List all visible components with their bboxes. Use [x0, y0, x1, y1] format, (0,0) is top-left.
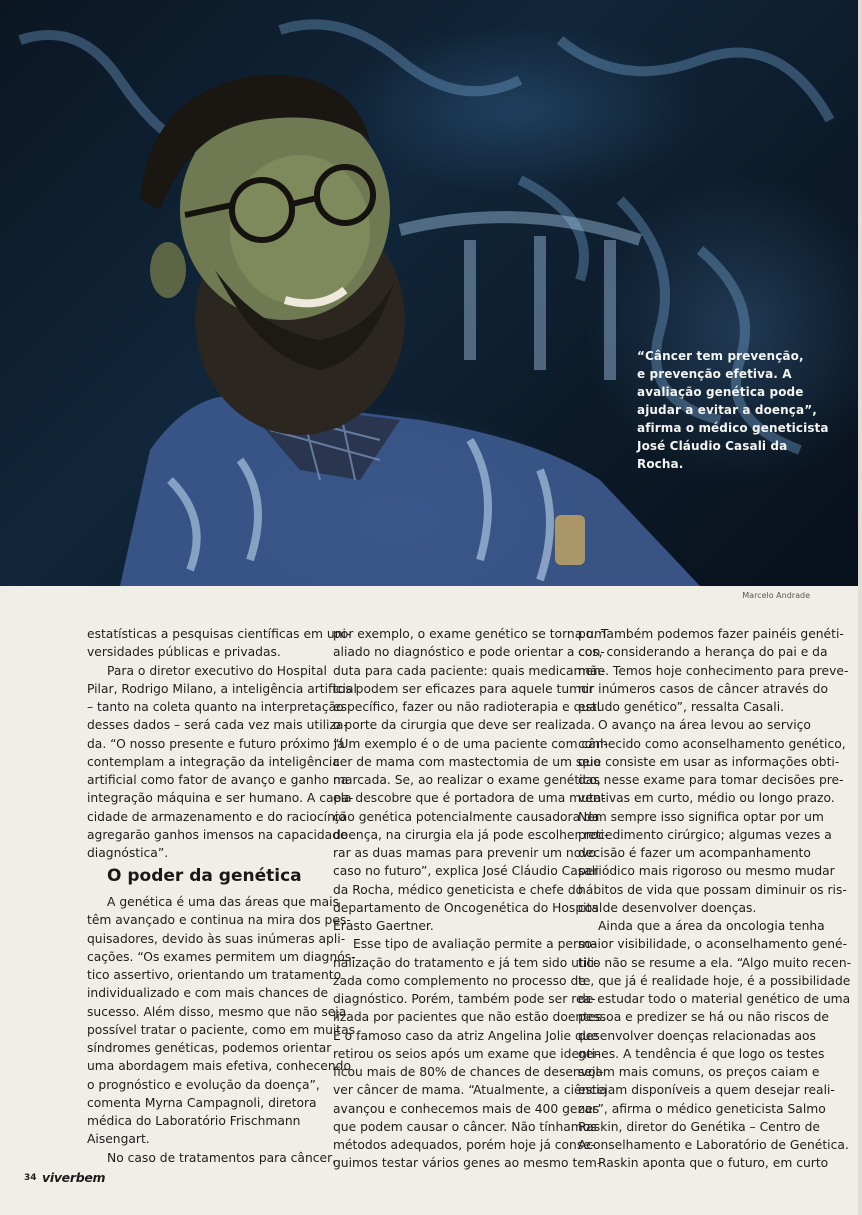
magazine-brand-logo: viverbem: [42, 1170, 106, 1185]
text-line: métodos adequados, porém hoje já conse-: [333, 1138, 596, 1152]
text-line: desenvolver doenças relacionadas aos: [578, 1028, 816, 1043]
text-line: sejam mais comuns, os preços caiam e: [578, 1065, 820, 1079]
text-line: zada como complemento no processo de: [333, 973, 586, 988]
text-line: Erasto Gaertner.: [333, 919, 434, 933]
portrait-photo: [0, 0, 858, 586]
text-line: diagnóstico. Porém, também pode ser rea-: [333, 992, 596, 1006]
text-line: Para o diretor executivo do Hospital: [107, 663, 327, 678]
text-line: específico, fazer ou não radioterapia e qual: [333, 700, 601, 714]
text-line: Nem sempre isso significa optar por um: [578, 809, 824, 824]
text-line: conhecido como aconselhamento genético,: [578, 736, 846, 751]
text-line: rar as duas mamas para prevenir um novo: [333, 846, 597, 860]
text-line: artificial como fator de avanço e ganho na: [87, 773, 349, 787]
text-line: diagnóstica”.: [87, 846, 169, 860]
caption-line: afirma o médico geneticista: [637, 421, 829, 435]
text-line: integração máquina e ser humano. A capa-: [87, 791, 354, 806]
text-line: cidade de armazenamento e do raciocínio: [87, 809, 346, 824]
text-line: periódico mais rigoroso ou mesmo mudar: [578, 864, 835, 879]
text-line: individualizado e com mais chances de: [87, 986, 329, 1001]
photo-illustration: [0, 0, 858, 586]
text-line: das nesse exame para tomar decisões pre-: [578, 773, 844, 787]
text-line: nalização do tratamento e já tem sido utili-: [333, 955, 599, 970]
text-line: ficou mais de 80% de chances de desenvol-: [333, 1065, 604, 1079]
text-line: quisadores, devido às suas inúmeras apli-: [87, 931, 346, 946]
text-line: No caso de tratamentos para câncer,: [107, 1150, 337, 1165]
text-line: cos de desenvolver doenças.: [578, 900, 757, 915]
text-line: retirou os seios após um exame que identi-: [333, 1046, 600, 1061]
text-line: nir inúmeros casos de câncer através do: [578, 681, 828, 696]
text-line: por exemplo, o exame genético se torna um: [333, 627, 606, 641]
text-line: lizada por pacientes que não estão doentes.: [333, 1010, 606, 1025]
text-line: procedimento cirúrgico; algumas vezes a: [578, 827, 832, 842]
text-line: mãe. Temos hoje conhecimento para preve-: [578, 663, 849, 678]
text-line: doença, na cirurgia ela já pode escolher reti-: [333, 827, 609, 842]
text-line: contemplam a integração da inteligência: [87, 754, 340, 769]
text-line: “Um exemplo é o de uma paciente com cân-: [333, 736, 608, 751]
text-line: Esse tipo de avaliação permite a perso-: [353, 937, 597, 952]
text-line: uma abordagem mais efetiva, conhecendo: [87, 1059, 351, 1074]
text-line: ção genética potencialmente causadora da: [333, 809, 600, 824]
text-line: Aconselhamento e Laboratório de Genética.: [578, 1138, 849, 1152]
text-line: O avanço na área levou ao serviço: [598, 718, 811, 733]
text-line: cer de mama com mastectomia de um seio: [333, 754, 601, 769]
text-line: que podem causar o câncer. Não tínhamos: [333, 1119, 597, 1134]
text-line: É o famoso caso da atriz Angelina Jolie que: [333, 1028, 599, 1043]
text-line: estudo genético”, ressalta Casali.: [578, 700, 785, 714]
text-line: Raskin, diretor do Genétika – Centro de: [578, 1119, 820, 1134]
text-line: comenta Myrna Campagnoli, diretora: [87, 1095, 317, 1110]
text-line: de estudar todo o material genético de uma: [578, 992, 851, 1006]
text-line: cações. “Os exames permitem um diagnós-: [87, 949, 356, 964]
text-line: o porte da cirurgia que deve ser realizada.: [333, 718, 595, 733]
text-line: – tanto na coleta quanto na interpretação: [87, 700, 344, 714]
text-line: tico não se resume a ela. “Algo muito recen-: [578, 955, 852, 970]
article-column-1: [87, 625, 357, 862]
text-line: cos, considerando a herança do pai e da: [578, 645, 828, 660]
text-line: avançou e conhecemos mais de 400 genes: [333, 1101, 600, 1116]
section-heading: O poder da genética: [107, 866, 302, 886]
page-edge: [858, 0, 862, 1215]
text-line: da. “O nosso presente e futuro próximo já: [87, 736, 345, 751]
article-column-3: [578, 625, 852, 1173]
article-column-2: [333, 625, 609, 1173]
text-line: Ainda que a área da oncologia tenha: [598, 919, 825, 933]
text-line: hábitos de vida que possam diminuir os ris-: [578, 882, 847, 897]
text-line: te, que já é realidade hoje, é a possibilidade: [578, 973, 851, 988]
caption-line: avaliação genética pode: [637, 385, 804, 399]
text-line: versidades públicas e privadas.: [87, 645, 281, 660]
text-line: departamento de Oncogenética do Hospital: [333, 900, 603, 915]
caption-line: José Cláudio Casali da Rocha.: [637, 439, 788, 471]
text-line: têm avançado e continua na mira dos pes-: [87, 913, 351, 928]
photo-credit: Marcelo Andrade: [742, 591, 810, 600]
text-line: Raskin aponta que o futuro, em curto: [598, 1156, 829, 1171]
text-line: caso no futuro”, explica José Cláudio Casali: [333, 864, 599, 879]
text-line: tos podem ser eficazes para aquele tumor: [333, 681, 594, 696]
text-line: agregarão ganhos imensos na capacidade: [87, 827, 348, 842]
text-line: da Rocha, médico geneticista e chefe do: [333, 882, 584, 897]
text-line: marcada. Se, ao realizar o exame genético,: [333, 773, 601, 787]
text-line: A genética é uma das áreas que mais: [107, 895, 339, 909]
caption-line: “Câncer tem prevenção,: [637, 349, 804, 363]
caption-line: ajudar a evitar a doença”,: [637, 403, 817, 417]
text-line: ver câncer de mama. “Atualmente, a ciência: [333, 1083, 608, 1098]
photo-caption: [637, 347, 837, 473]
text-line: que consiste em usar as informações obti-: [578, 754, 840, 769]
caption-line: e prevenção efetiva. A: [637, 367, 792, 381]
text-line: estatísticas a pesquisas científicas em uni-: [87, 627, 351, 641]
text-line: pessoa e predizer se há ou não riscos de: [578, 1010, 829, 1025]
text-line: zar”, afirma o médico geneticista Salmo: [578, 1101, 826, 1116]
text-line: duta para cada paciente: quais medicamen-: [333, 663, 606, 678]
text-line: estejam disponíveis a quem desejar reali-: [578, 1083, 835, 1098]
text-line: ela descobre que é portadora de uma muta-: [333, 791, 606, 806]
text-line: síndromes genéticas, podemos orientar: [87, 1041, 332, 1055]
text-line: genes. A tendência é que logo os testes: [578, 1046, 825, 1061]
text-line: o prognóstico e evolução da doença”,: [87, 1077, 320, 1092]
article-column-1b: [87, 893, 356, 1167]
text-line: tico assertivo, orientando um tratamento: [87, 968, 342, 982]
text-line: guimos testar vários genes ao mesmo tem-: [333, 1156, 602, 1171]
text-line: po. Também podemos fazer painéis genéti-: [578, 627, 844, 641]
page-number: 34: [24, 1173, 37, 1183]
text-line: possível tratar o paciente, como em muitas: [87, 1022, 356, 1037]
text-line: Aisengart.: [87, 1132, 150, 1147]
text-line: aliado no diagnóstico e pode orientar a con-: [333, 645, 605, 660]
text-line: médica do Laboratório Frischmann: [87, 1114, 301, 1128]
text-line: decisão é fazer um acompanhamento: [578, 846, 811, 860]
text-line: desses dados – será cada vez mais utiliza-: [87, 718, 348, 733]
text-line: Pilar, Rodrigo Milano, a inteligência artificial: [87, 681, 357, 696]
text-line: ventivas em curto, médio ou longo prazo.: [578, 791, 835, 806]
text-line: sucesso. Além disso, mesmo que não seja: [87, 1004, 347, 1019]
text-line: maior visibilidade, o aconselhamento gené-: [578, 937, 848, 952]
